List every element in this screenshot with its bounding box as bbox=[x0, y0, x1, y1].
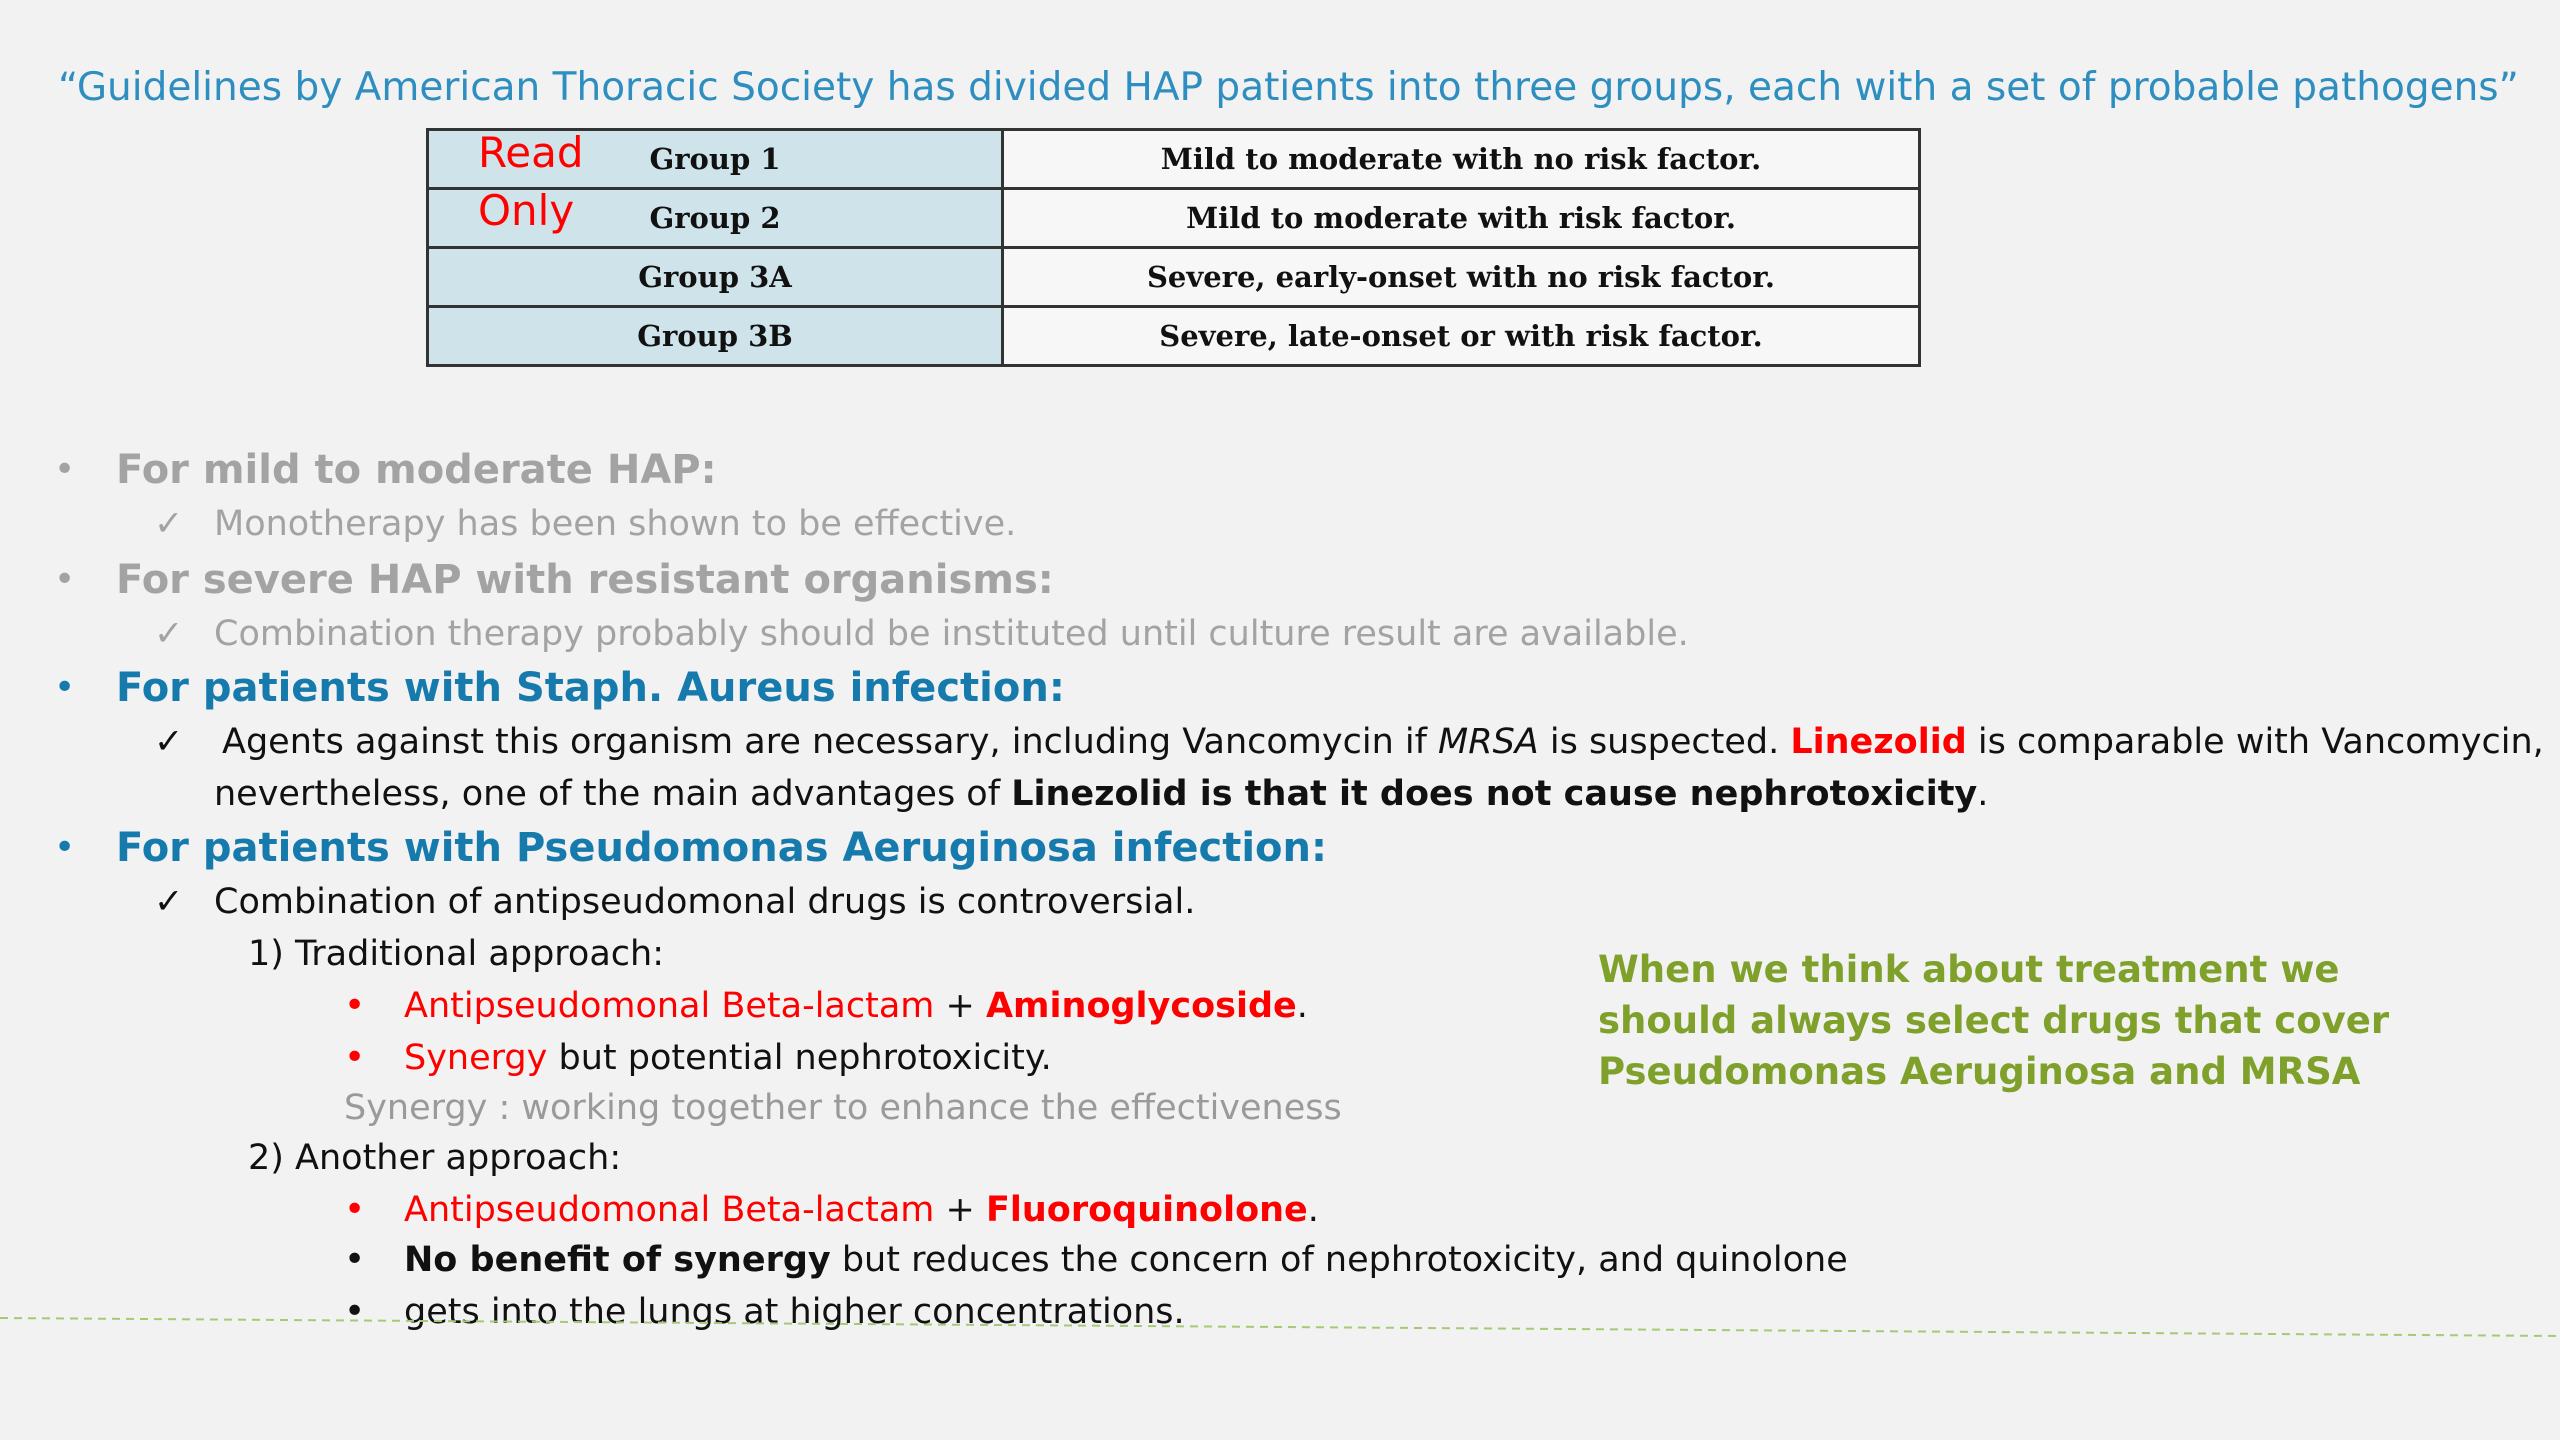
severe-hap-heading: For severe HAP with resistant organisms: bbox=[116, 557, 1054, 603]
traditional-item-1 bbox=[404, 978, 1308, 1034]
bullet-marker: • bbox=[344, 1291, 366, 1332]
group-cell: Group 1 bbox=[428, 130, 1003, 189]
group-cell: Group 2 bbox=[428, 189, 1003, 248]
dashed-divider-line bbox=[0, 1316, 2560, 1340]
period-text: . bbox=[1307, 1190, 1319, 1230]
checkmark-icon: ✓ bbox=[154, 722, 184, 762]
traditional-item-2 bbox=[404, 1030, 1052, 1086]
bullet-marker: • bbox=[344, 1189, 366, 1230]
mild-hap-point: Monotherapy has been shown to be effective. bbox=[214, 504, 1017, 544]
staph-text: . bbox=[1977, 774, 1989, 814]
staph-heading: For patients with Staph. Aureus infection: bbox=[116, 665, 1065, 711]
another-item-2 bbox=[404, 1232, 1848, 1288]
another-item-1 bbox=[404, 1182, 1319, 1238]
guideline-quote: “Guidelines by American Thoracic Society has divided HAP patients into three groups, each with a set of probable pathogens” bbox=[58, 65, 2519, 110]
aminoglycoside-text: Aminoglycoside bbox=[985, 986, 1297, 1026]
treatment-note: When we think about treatment we should always select drugs that cover Pseudomonas Aeruginosa and MRSA bbox=[1598, 948, 2390, 1093]
bullet-marker: • bbox=[54, 667, 76, 708]
linezolid-advantage-text: Linezolid is that it does not cause nephrotoxicity bbox=[1011, 774, 1978, 814]
linezolid-text: Linezolid bbox=[1790, 722, 1967, 762]
pseudomonas-point: Combination of antipseudomonal drugs is controversial. bbox=[214, 882, 1196, 922]
description-cell: Mild to moderate with no risk factor. bbox=[1003, 130, 1920, 189]
traditional-approach-heading: 1) Traditional approach: bbox=[248, 934, 664, 974]
staph-text: is suspected. bbox=[1538, 722, 1791, 762]
beta-lactam-text: Antipseudomonal Beta-lactam bbox=[404, 986, 935, 1026]
group-cell: Group 3B bbox=[428, 307, 1003, 366]
no-synergy-text: No benefit of synergy bbox=[404, 1240, 831, 1280]
bullet-marker: • bbox=[54, 559, 76, 600]
staph-point-line-2 bbox=[214, 766, 1988, 822]
bullet-marker: • bbox=[344, 1239, 366, 1280]
checkmark-icon: ✓ bbox=[154, 882, 184, 922]
description-cell: Severe, late-onset or with risk factor. bbox=[1003, 307, 1920, 366]
severe-hap-point: Combination therapy probably should be instituted until culture result are available. bbox=[214, 614, 1689, 654]
nephrotoxicity-text: but potential nephrotoxicity. bbox=[547, 1038, 1052, 1078]
another-item-3: gets into the lungs at higher concentrations. bbox=[404, 1292, 1185, 1332]
description-cell: Mild to moderate with risk factor. bbox=[1003, 189, 1920, 248]
staph-text: nevertheless, one of the main advantages of bbox=[214, 774, 1012, 814]
bullet-marker: • bbox=[344, 1037, 366, 1078]
synergy-text: Synergy bbox=[404, 1038, 548, 1078]
synergy-definition: Synergy : working together to enhance the effectiveness bbox=[344, 1088, 1342, 1128]
staph-text: Agents against this organism are necessary, including Vancomycin if bbox=[222, 722, 1439, 762]
quinolone-text: but reduces the concern of nephrotoxicity, and quinolone bbox=[830, 1240, 1848, 1280]
group-cell: Group 3A bbox=[428, 248, 1003, 307]
beta-lactam-text: Antipseudomonal Beta-lactam bbox=[404, 1190, 935, 1230]
staph-point-line-1 bbox=[222, 714, 2544, 770]
bullet-marker: • bbox=[344, 985, 366, 1026]
fluoroquinolone-text: Fluoroquinolone bbox=[985, 1190, 1308, 1230]
read-only-word-1: Read bbox=[478, 128, 584, 177]
plus-text: + bbox=[934, 986, 986, 1026]
checkmark-icon: ✓ bbox=[154, 614, 184, 654]
checkmark-icon: ✓ bbox=[154, 504, 184, 544]
mild-hap-heading: For mild to moderate HAP: bbox=[116, 447, 717, 493]
another-approach-heading: 2) Another approach: bbox=[248, 1138, 622, 1178]
mrsa-text: MRSA bbox=[1438, 722, 1539, 762]
pseudomonas-heading: For patients with Pseudomonas Aeruginosa infection: bbox=[116, 825, 1327, 871]
staph-text: is comparable with Vancomycin, bbox=[1966, 722, 2544, 762]
bullet-marker: • bbox=[54, 449, 76, 490]
period-text: . bbox=[1296, 986, 1308, 1026]
plus-text: + bbox=[934, 1190, 986, 1230]
read-only-word-2: Only bbox=[478, 186, 575, 235]
bullet-marker: • bbox=[54, 827, 76, 868]
description-cell: Severe, early-onset with no risk factor. bbox=[1003, 248, 1920, 307]
